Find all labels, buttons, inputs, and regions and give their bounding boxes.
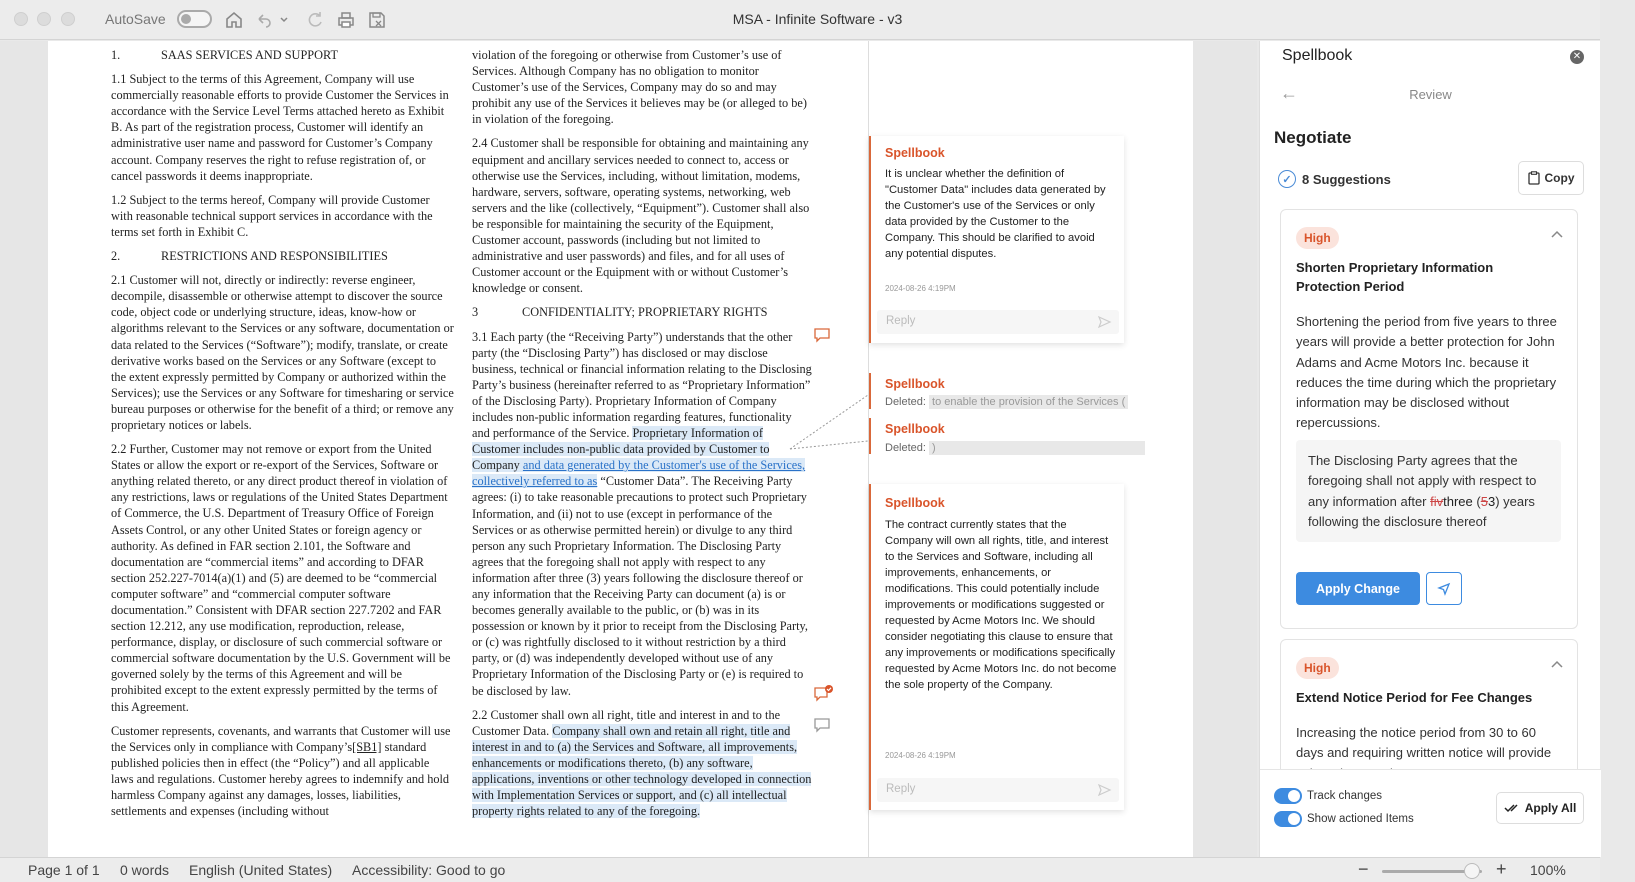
section-heading (472, 304, 812, 320)
section-number: 3 (472, 305, 479, 320)
clause-text: ) years following the disclosure thereof (1308, 493, 1535, 529)
track-changes-toggle[interactable] (1274, 788, 1302, 804)
spellbook-panel (1259, 41, 1600, 857)
suggestion-card[interactable] (1280, 209, 1578, 629)
suggestions-list (1274, 209, 1589, 767)
apply-change-button[interactable]: Apply Change (1296, 572, 1420, 605)
zoom-level[interactable]: 100% (1530, 862, 1566, 878)
language[interactable]: English (United States) (189, 862, 333, 878)
review-label: Review (1409, 87, 1452, 102)
check-circle-icon: ✓ (1278, 170, 1296, 188)
deleted-text: to enable the provision of the Services ( (929, 395, 1128, 409)
paragraph-text: Customer represents, covenants, and warrants that Customer will use the Services only in compliance with Company’s (111, 723, 451, 754)
reply-field[interactable] (877, 778, 1119, 802)
inserted-text: three (1443, 493, 1473, 509)
comment-reference-link[interactable]: [SB1] (352, 739, 382, 754)
clipboard-icon (1528, 171, 1540, 185)
panel-title: Spellbook (1282, 47, 1353, 64)
accessibility-status[interactable]: Accessibility: Good to go (352, 862, 506, 878)
section-title: CONFIDENTIALITY; PROPRIETARY RIGHTS (522, 305, 768, 320)
deleted-text: ) (929, 441, 1145, 455)
deletion-line (885, 441, 1147, 455)
reply-placeholder: Reply (886, 315, 916, 327)
suggestions-count (1278, 170, 1391, 188)
paragraph-text: 3.1 Each party (the “Receiving Party”) understands that the other party (the “Disclosing Party”) has disclosed or may disclose business, technical or financial information relating to the Disclosing Party’s business (hereinafter referred to as “Proprietary Information” of the Disclosing Party). Proprietary Information of Company includes non-public information regarding features, functionality and performance of the Service. (472, 329, 812, 441)
back-arrow-icon[interactable]: ← (1280, 83, 1298, 103)
paragraph-1-2: 1.2 Subject to the terms hereof, Company will provide Customer with reasonable technical support services in accordance with the terms set forth in Exhibit C. (111, 192, 433, 239)
priority-badge: High (1296, 657, 1339, 679)
deleted-label: Deleted: (885, 396, 926, 408)
suggestion-description: Increasing the notice period from 30 to 60 days and requiring written notice will provide (1296, 725, 1552, 761)
deleted-text: fiv (1430, 493, 1444, 509)
paragraph-text: 2.2 Customer shall own all right, title and interest in and to the Customer Data. (472, 707, 781, 738)
highlighted-text[interactable]: Proprietary Information of Customer includes non-public data provided by Customer to Company (472, 426, 770, 473)
copy-label: Copy (1544, 171, 1575, 185)
panel-footer (1260, 769, 1601, 857)
suggestion-description: Shortening the period from five years to three years will provide a better protection for John Adams and Acme Motors Inc. because it reduces the time during which the proprietary information may be disclosed without repercussions. (1296, 314, 1557, 431)
comment-resolved-icon[interactable] (814, 685, 834, 701)
reply-field[interactable] (877, 310, 1119, 334)
deleted-label: Deleted: (885, 442, 926, 454)
comment-date: 2024-08-26 4:19PM (885, 751, 956, 760)
comment-text: The contract currently states that the Company will own all rights, title, and interest to the Services and Software, including all improvements, enhancements, or modifications. This could potentially include improvements or modifications suggested or requested by Acme Motors Inc. We should consider negotiating this clause to ensure that any improvements or modifications specifically requested by Acme Motors Inc. do not become the sole property of the Company. (885, 519, 1117, 691)
highlighted-text[interactable]: Company shall own and retain all right, title and interest in and to (a) the Services and Software, all improvements, enhancements or modifications thereto, (b) any software, applications, inventions or other technology developed in connection with Implementation Services or support, and (c) all intellectual property rights related to any of the foregoing. (472, 723, 812, 819)
suggestion-title: Extend Notice Period for Fee Changes (1296, 690, 1533, 705)
inserted-text[interactable]: and data generated by the Customer's use of the Services, collectively referred to as (472, 458, 806, 489)
comment-author: Spellbook (885, 377, 945, 391)
left-column (111, 47, 454, 827)
inserted-text: 3 (1487, 493, 1496, 509)
document-area (0, 41, 1257, 857)
clause-text: The Disclosing Party agrees that the foregoing shall not apply with respect to any information after (1308, 453, 1537, 509)
deletion-line (885, 396, 1128, 408)
deletion-card[interactable] (869, 418, 1149, 454)
reply-placeholder: Reply (886, 783, 916, 795)
paragraph-text: “Customer Data”. The Receiving Party agrees: (i) to take reasonable precautions to protect such Proprietary Information, and (ii) not to use (except in performance of the Services or as otherwise permitted herein) or divulge to any third person any such Proprietary Information. The Disclosing Party agrees that the foregoing shall not apply with respect to any information after three (3) years following the disclosure thereof or any information that the Receiving Party can document (a) is or becomes generally available to the public, or (b) was in its possession or known by it prior to receipt from the Disclosing Party, or (c) was rightfully disclosed to it without restriction by a third party, or (d) was independently developed without use of any Proprietary Information of the Disclosing Party or (e) is required to be disclosed by law. (472, 474, 808, 698)
comment-connector-lines (788, 391, 870, 451)
paragraph-2-4: 2.4 Customer shall be responsible for obtaining and maintaining any equipment and ancillary services needed to connect to, access or otherwise use the Services, including, without limitation, modems, hardware, servers, software, operating systems, networking, web servers and the like (collectively, “Equipment”). Customer shall also be responsible for maintaining the security of the Equipment, Customer account, passwords (including but not limited to administrative and user passwords) and files, and for all uses of Customer account or the Equipment with or without Customer’s knowledge or consent. (472, 136, 810, 296)
comment-text: It is unclear whether the definition of "Customer Data" includes data generated by the Customer's use of the Services or only data provided by the Customer to the Company. This should be clarified to avoid any potential disputes. (885, 168, 1106, 260)
apply-all-label: Apply All (1524, 801, 1577, 815)
comment-author: Spellbook (885, 422, 945, 436)
section-heading (111, 248, 454, 264)
comment-card[interactable] (869, 484, 1124, 810)
paragraph-representations (111, 723, 454, 820)
suggestions-count-label: 8 Suggestions (1302, 171, 1391, 187)
show-actioned-toggle[interactable] (1274, 811, 1302, 827)
right-column (472, 47, 812, 827)
word-count[interactable]: 0 words (120, 862, 170, 878)
double-check-icon (1504, 803, 1520, 813)
suggested-clause (1296, 440, 1561, 542)
copy-button[interactable] (1518, 161, 1584, 195)
page-count[interactable]: Page 1 of 1 (28, 862, 100, 878)
priority-badge: High (1296, 227, 1339, 249)
paragraph-1-1: 1.1 Subject to the terms of this Agreement, Company will use commercially reasonable efforts to provide Customer the Services in accordance with the Service Level Terms attached hereto as Exhibit B. As part of the registration process, Customer will identify an administrative user name and password for Customer’s Company account. Company reserves the right to refuse registration of, or cancel passwords it deems inappropriate. (111, 72, 449, 183)
section-title: RESTRICTIONS AND RESPONSIBILITIES (161, 249, 388, 264)
paragraph-2-2: 2.2 Further, Customer may not remove or export from the United States or allow the export or re-export of the Services, Software or anything related thereto, or any direct product thereof in violation of any restrictions, laws or regulations of the United States Department of Commerce, the U.S. Department of Treasury Office of Foreign Assets Control, or any other United States or foreign agency or authority. As defined in FAR section 2.101, the Software and documentation are “commercial items” and according to DFAR section 252.227-7014(a)(1) and (5) are deemed to be “commercial computer software” and “commercial computer software documentation.” Consistent with DFAR section 227.7202 and FAR section 12.212, any use modification, reproduction, release, performance, display, or disclosure of such commercial software or commercial software documentation by the U.S. Government will be governed solely by the terms of this Agreement and will be prohibited except to the extent expressly permitted by the terms of this Agreement. (111, 442, 451, 714)
zoom-slider-thumb[interactable] (1464, 863, 1480, 879)
status-bar (0, 857, 1600, 882)
section-number: 2. (111, 249, 121, 264)
comment-author: Spellbook (885, 146, 945, 160)
deleted-text: 5 (1480, 493, 1488, 509)
paragraph-ownership (472, 707, 812, 820)
cursor-icon (1437, 582, 1451, 596)
locate-in-document-button[interactable] (1426, 572, 1462, 605)
comments-margin (868, 41, 1193, 857)
section-number: 1. (111, 48, 121, 62)
zoom-out-icon[interactable]: − (1358, 859, 1369, 879)
comment-author: Spellbook (885, 496, 945, 510)
zoom-in-icon[interactable]: + (1496, 859, 1507, 879)
chevron-up-icon[interactable] (1550, 229, 1564, 239)
paragraph-continued: violation of the foregoing or otherwise from Customer’s use of Services. Although Company has no obligation to monitor Customer’s use of the Services, Company may do so and may prohibit any use of the Services it believes may be (or alleged to be) in violation of the foregoing. (472, 48, 807, 127)
show-actioned-label: Show actioned Items (1307, 813, 1414, 825)
document-page[interactable] (48, 41, 870, 857)
send-icon[interactable] (1098, 784, 1111, 796)
send-icon[interactable] (1098, 316, 1111, 328)
comment-icon[interactable] (814, 328, 830, 342)
comment-icon[interactable] (814, 718, 830, 732)
title-bar (0, 0, 1600, 40)
paragraph-3-1 (472, 329, 812, 699)
section-title: SAAS SERVICES AND SUPPORT (161, 48, 338, 62)
chevron-up-icon[interactable] (1550, 659, 1564, 669)
autosave-label: AutoSave (105, 11, 166, 27)
clause-text: ( (1472, 493, 1481, 509)
section-heading (111, 47, 454, 63)
apply-all-button[interactable] (1496, 792, 1584, 824)
negotiate-heading: Negotiate (1274, 128, 1352, 147)
track-changes-label: Track changes (1307, 790, 1382, 802)
window-title: MSA - Infinite Software - v3 (732, 11, 903, 27)
comment-card[interactable] (869, 136, 1124, 343)
close-icon[interactable]: ✕ (1570, 50, 1584, 64)
paragraph-2-1: 2.1 Customer will not, directly or indirectly: reverse engineer, decompile, disassemble or otherwise attempt to discover the source code, object code or underlying structure, ideas, know-how or algorithms relevant to the Services or any software, documentation or data related to the Services (“Software”); modify, translate, or create derivative works based on the Services or any Software (except to the extent expressly permitted by Company or authorized within the Services); use the Services or any Software for timesharing or service bureau purposes or otherwise for the benefit of a third; or remove any proprietary notices or labels. (111, 273, 454, 432)
suggestion-title: Shorten Proprietary Information Protection Period (1296, 260, 1494, 294)
paragraph-text: standard published policies then in effect (the “Policy”) and all applicable laws and regulations. Customer hereby agrees to indemnify and hold harmless Company against any damages, losses, liabilities, settlements and expenses (including without (111, 739, 450, 819)
comment-date: 2024-08-26 4:19PM (885, 284, 956, 293)
deletion-card[interactable] (869, 373, 1149, 409)
